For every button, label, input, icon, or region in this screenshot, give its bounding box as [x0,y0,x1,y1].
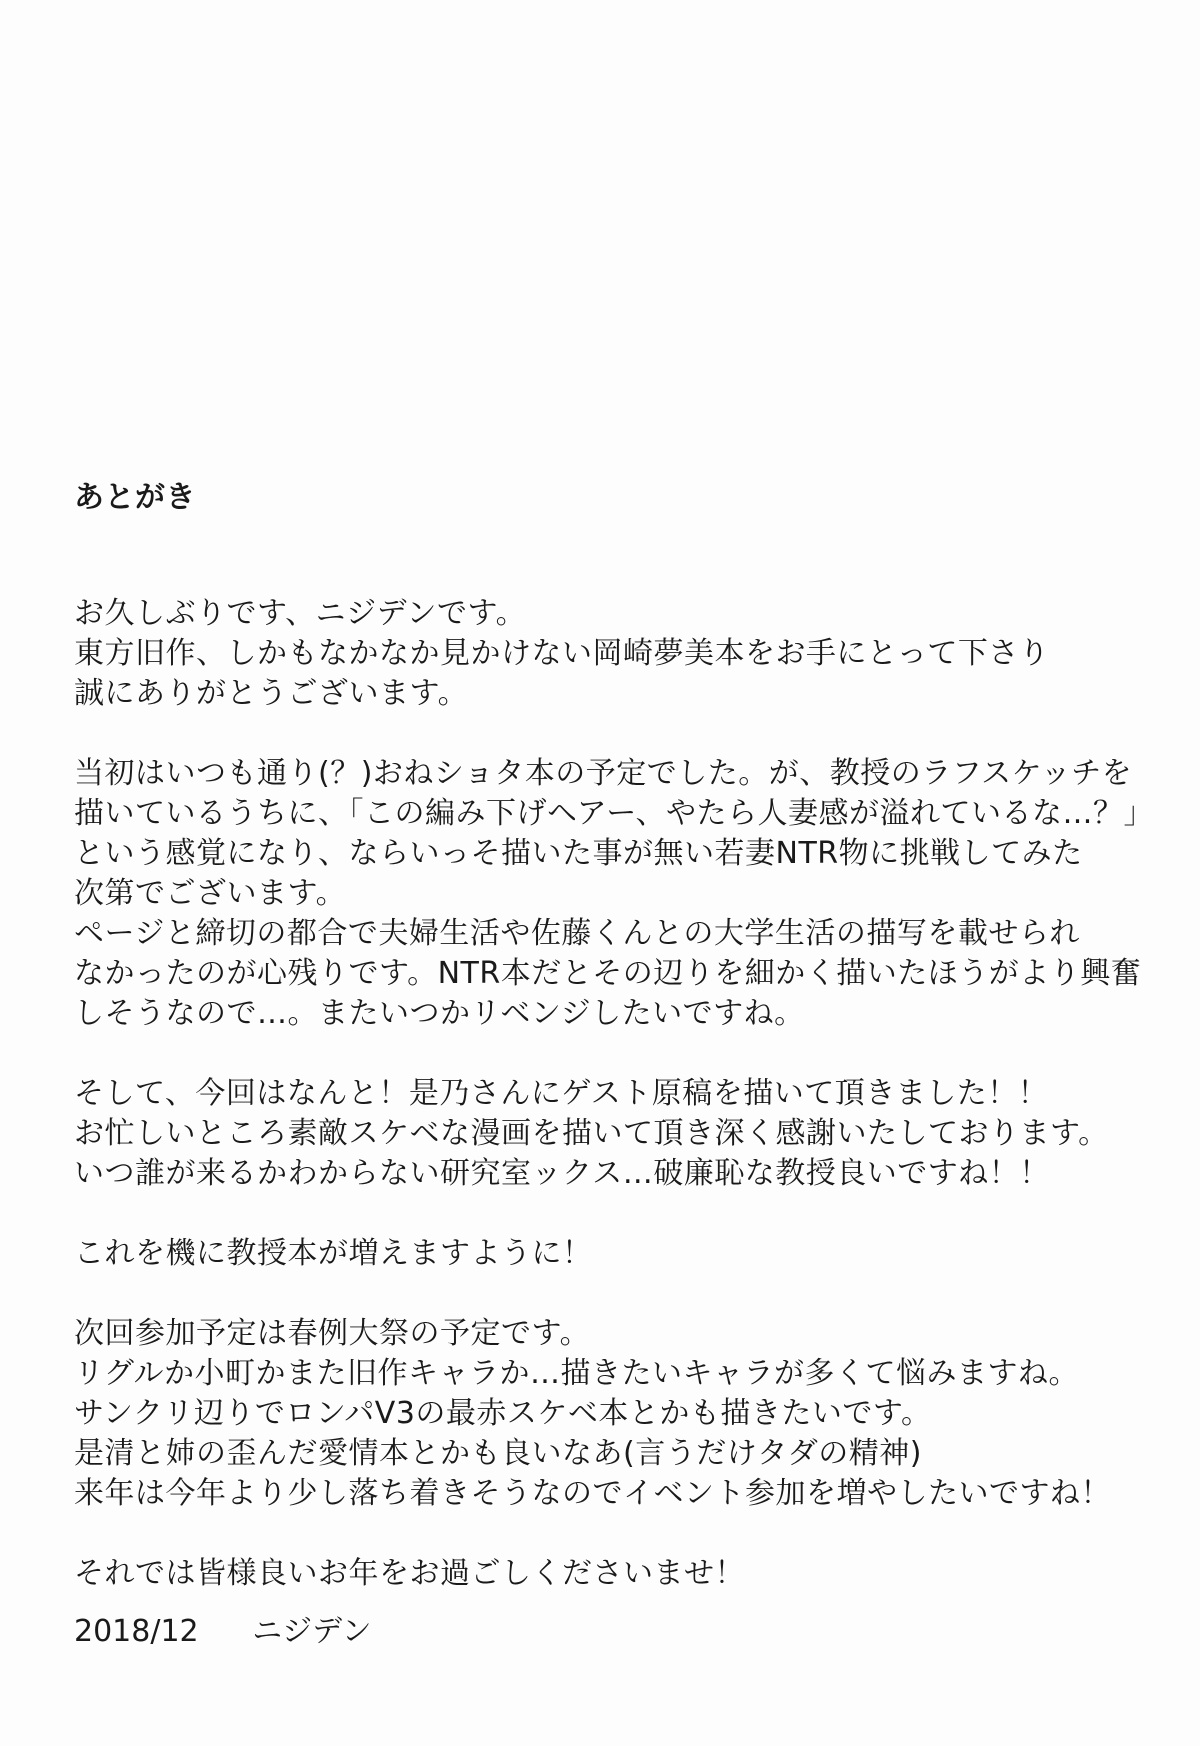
text-line: そして、今回はなんと！是乃さんにゲスト原稿を描いて頂きました！！ [74,1076,1049,1111]
text-line: 東方旧作、しかもなかなか見かけない岡崎夢美本をお手にとって下さり [74,636,1050,671]
text-line: サンクリ辺りでロンパV3の最赤スケベ本とかも描きたいです。 [74,1396,932,1431]
signature-author: ニジデン [252,1614,372,1649]
text-line: 次回参加予定は春例大祭の予定です。 [74,1316,591,1351]
text-line: という感覚になり、ならいっそ描いた事が無い若妻NTR物に挑戦してみた [74,836,1083,871]
text-line: ページと締切の都合で夫婦生活や佐藤くんとの大学生活の描写を載せられ [74,916,1080,951]
text-line: 次第でございます。 [74,876,347,911]
afterword-body [74,478,1154,1634]
afterword-heading: あとがき [74,480,196,515]
signature-date: 2018/12 [74,1614,199,1649]
text-line: なかったのが心残りです。NTR本だとその辺りを細かく描いたほうがより興奮 [74,956,1142,991]
text-line: リグルか小町かまた旧作キャラか…描きたいキャラが多くて悩みますね。 [74,1356,1079,1391]
text-line: お久しぶりです、ニジデンです。 [74,596,527,631]
text-line: お忙しいところ素敵スケベな漫画を描いて頂き深く感謝いたしております。 [74,1116,1109,1151]
text-line: しそうなので…。またいつかリベンジしたいですね。 [74,996,805,1031]
paragraph-wish [74,1234,1134,1274]
paragraph-greeting [74,594,1134,714]
text-line: これを機に教授本が増えますように！ [74,1236,593,1271]
text-line: 描いているうちに、「この編み下げヘアー、やたら人妻感が溢れているな…？」 [74,796,1154,831]
paragraph-background [74,754,1154,1034]
text-line: 誠にありがとうございます。 [74,676,469,711]
paragraph-guest [74,1074,1134,1194]
paragraph-next-event [74,1314,1134,1514]
signature [74,1612,372,1652]
text-line: 来年は今年より少し落ち着きそうなのでイベント参加を増やしたいですね！ [74,1476,1111,1511]
text-line: いつ誰が来るかわからない研究室ックス…破廉恥な教授良いですね！！ [74,1156,1050,1191]
text-line: それでは皆様良いお年をお過ごしくださいませ！ [74,1556,745,1591]
paragraph-closing [74,1554,1134,1594]
text-line: 是清と姉の歪んだ愛情本とかも良いなあ(言うだけタダの精神) [74,1436,922,1471]
text-line: 当初はいつも通り(？)おねショタ本の予定でした。が、教授のラフスケッチを [74,756,1133,791]
